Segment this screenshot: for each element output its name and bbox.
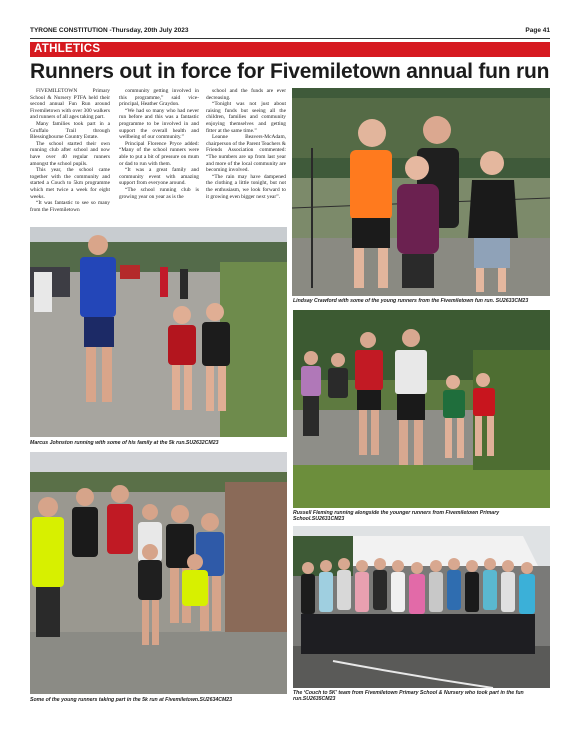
masthead-page-number: Page 41 <box>525 27 550 34</box>
article-paragraph: This year, the school came together with the community and started a Couch to 5km programme which met twice a week for eight weeks. <box>30 167 110 200</box>
article-column-2 <box>119 88 199 200</box>
photo-marcus-johnston <box>30 227 287 437</box>
photo-couch-to-5k-team <box>293 526 550 688</box>
caption-photo-1: Lindsay Crawford with some of the young runners from the Fivemiletown fun run. SU2633CM23 <box>293 298 529 304</box>
article-paragraph: Leanne Beavers-McAdam, chairperson of the Parent Teachers & Friends Association commented: “The numbers are up from last year and more of the local community are becoming involved. <box>206 134 286 174</box>
article-column-3 <box>206 88 286 200</box>
photo-russell-fleming <box>293 310 550 508</box>
article-paragraph: FIVEMILETOWN Primary School & Nursery PTFA held their second annual Fun Run around Fivemiletown with over 300 walkers and runners of all ages taking part. <box>30 88 110 121</box>
article-paragraph: school and the funds are ever decreasing. <box>206 88 286 101</box>
article-paragraph: Many families took part in a Gruffalo Trail through Blessingbourne Country Estate. <box>30 120 110 141</box>
section-label: ATHLETICS <box>34 43 101 55</box>
article-paragraph: “We had so many who had never run before and this was a fantastic programme to be involved in and support the overall health and wellbeing of our community.” <box>119 107 199 141</box>
article-paragraph: “The rain may have dampened the clothing a little tonight, but not the enthusiasm, we look forward to it growing even bigger next year”. <box>206 173 286 200</box>
article-paragraph: The school started their own running club after school and now have over 40 regular runners amongst the school pupils. <box>30 140 110 167</box>
section-banner <box>30 42 550 57</box>
photo-young-runners <box>30 452 287 694</box>
photo-lindsay-crawford-group <box>292 88 550 296</box>
article-paragraph: “The school running club is growing year on year as is the <box>119 186 199 200</box>
article-paragraph: “Tonight was not just about raising funds but seeing all the children, families and community enjoying themselves and getting fitter at the same time.” <box>206 101 286 134</box>
article-paragraph: “It was fantastic to see so many from the Fivemiletown <box>30 200 110 213</box>
headline: Runners out in force for Fivemiletown annual fun run <box>30 60 550 83</box>
caption-photo-5: The ‘Couch to 5K’ team from Fivemiletown Primary School & Nursery who took part in the fun run.SU2635CM23 <box>293 690 524 703</box>
caption-photo-4: Some of the young runners taking part in the 5k run at Fivemiletown.SU2634CM23 <box>30 697 233 703</box>
article-paragraph: “It was a great family and community event with amazing support from everyone around. <box>119 167 199 187</box>
caption-photo-3: Russell Fleming running alongside the younger runners from Fivemiletown Primary School.SU2631CM23 <box>293 510 500 523</box>
masthead-publication-date: TYRONE CONSTITUTION -Thursday, 20th July 2023 <box>30 27 189 34</box>
article-paragraph: community getting involved in this programme,” said vice-principal, Heather Graydon. <box>119 88 199 108</box>
caption-photo-2: Marcus Johnston running with some of his family at the 5k run.SU2632CM23 <box>30 440 219 446</box>
article-paragraph: Principal Florence Pryce added: “Many of the school runners were able to put a bit of pressure on mum or dad to run with them. <box>119 140 199 167</box>
masthead <box>30 26 550 39</box>
article-column-1 <box>30 88 110 213</box>
